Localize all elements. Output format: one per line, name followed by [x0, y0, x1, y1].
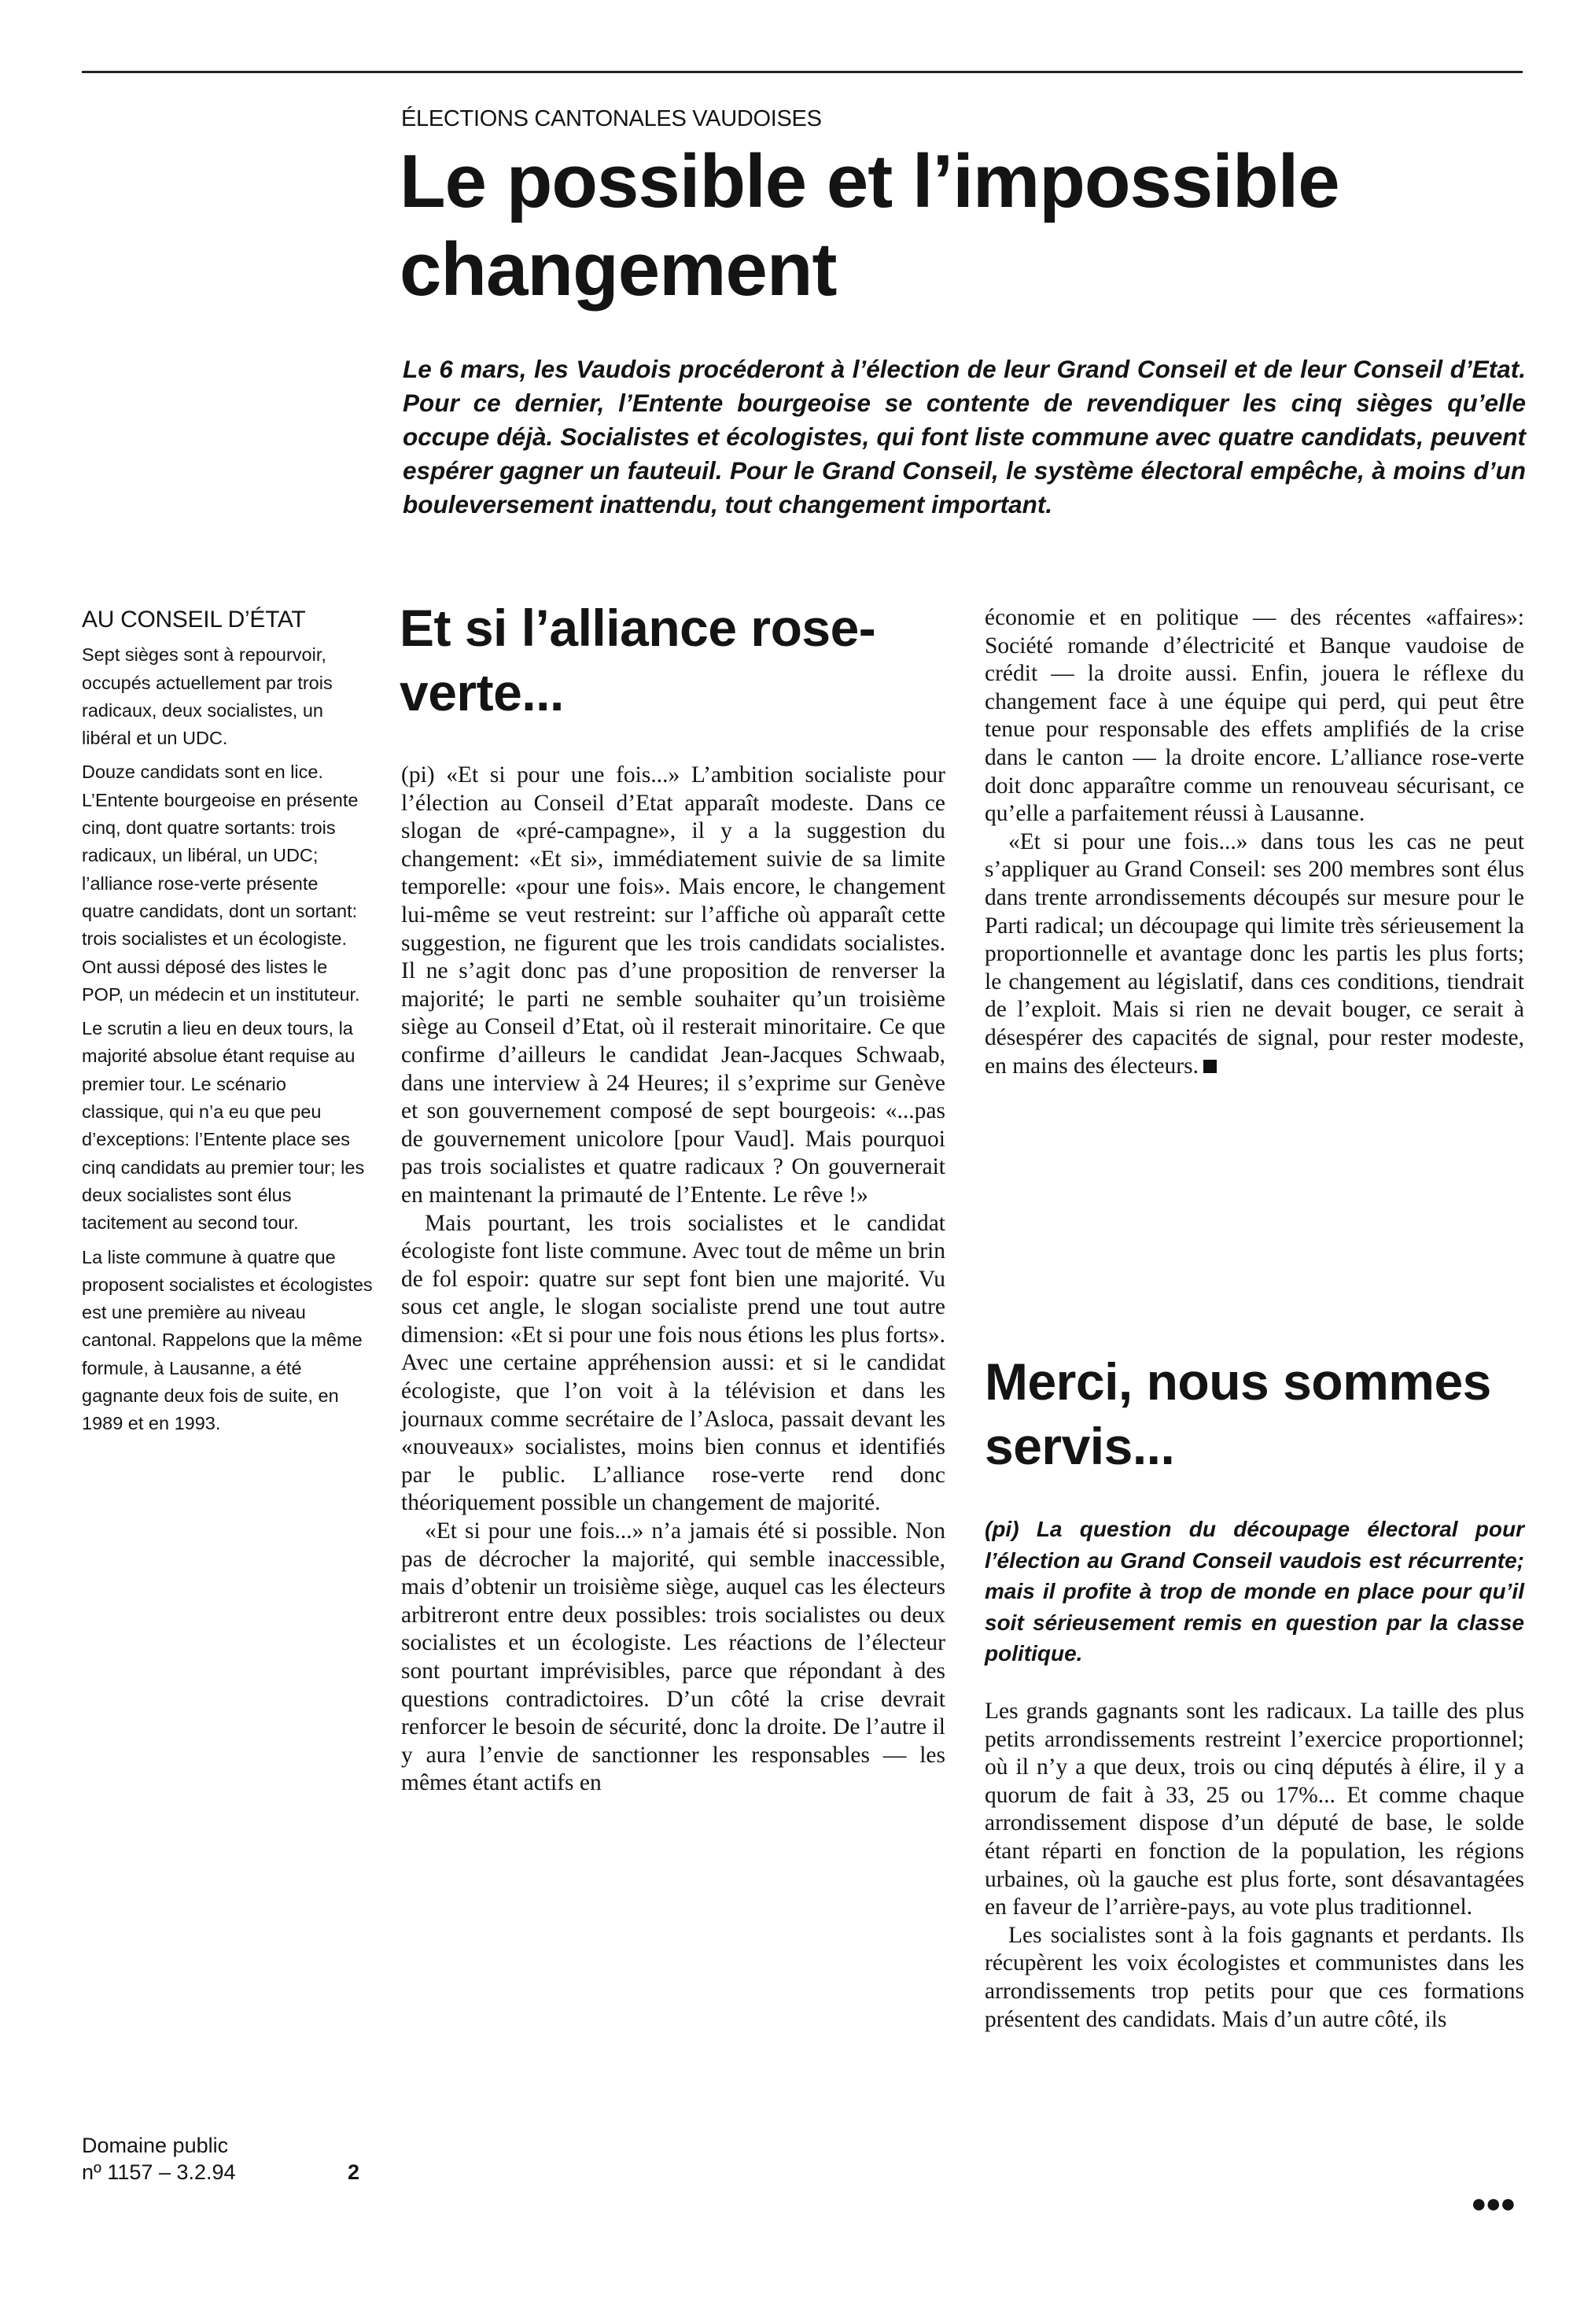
article2-lead: (pi) La question du découpage électoral pour l’élection au Grand Conseil vaudois est récurrente; mais il profite à trop de monde en place pour qu’il soit sérieusement remis en question par la classe politique. — [985, 1517, 1524, 1666]
article2-column — [985, 1698, 1524, 2034]
article2-paragraph: Les grands gagnants sont les radicaux. La taille des plus petits arrondissements restreint l’exercice proportionnel; où il n’y a que deux, trois ou cinq députés à élire, il y a quorum de fait à 33, 25 ou 17%... Et comme chaque arrondissement dispose d’un député de base, le solde étant réparti en fonction de la population, les régions urbaines, où la gauche est plus forte, sont désavantagées en faveur de l’arrière-pays, au vote plus traditionnel. — [985, 1699, 1524, 1920]
end-of-article-mark — [1203, 1060, 1217, 1073]
article1-column-2 — [985, 604, 1524, 1080]
sidebar-heading: AU CONSEIL D’ÉTAT — [82, 607, 306, 633]
sidebar-conseil-etat — [82, 606, 373, 1444]
sidebar-paragraph: La liste commune à quatre que proposent socialistes et écologistes est une première au niveau cantonal. Rappelons que la même formule, à Lausanne, a été gagnante deux fois de suite, en 1989 et en 1993. — [82, 1246, 373, 1434]
article-lead: Le 6 mars, les Vaudois procéderont à l’élection de leur Grand Conseil et de leur Conseil d’Etat. Pour ce dernier, l’Entente bourgeoise se contente de revendiquer les cinq sièges qu’elle occupe déjà. Socialistes et écologistes, qui font liste commune avec quatre candidats, peuvent espérer gagner un fauteuil. Pour le Grand Conseil, le système électoral empêche, à moins d’un bouleversement inattendu, tout changement important. — [403, 355, 1526, 518]
sidebar-paragraph: Douze candidats sont en lice. L’Entente bourgeoise en présente cinq, dont quatre sortants: trois radicaux, un libéral, un UDC; l’alliance rose-verte présente quatre candidats, dont un sortant: trois socialistes et un écologiste. Ont aussi déposé des listes le POP, un médecin et un instituteur. — [82, 762, 360, 1005]
article1-heading: Et si l’alliance rose-verte... — [400, 599, 876, 721]
article1-last-text: «Et si pour une fois...» dans tous les cas ne peut s’appliquer au Grand Conseil: ses 200 membres sont élus dans trente arrondissements découpés sur mesure pour le Parti radical; un découpage qui limite très sérieusement la proportionnelle et avantage donc les partis les plus forts; le changement au législatif, dans ces conditions, tiendrait de l’exploit. Mais si rien ne devait bouger, ce serait à désespérer des capacités de signal, pour rester modeste, en mains des électeurs. — [985, 828, 1524, 1079]
sidebar-paragraph: Le scrutin a lieu en deux tours, la majorité absolue étant requise au premier tour. Le scénario classique, qui n’a eu que peu d’exceptions: l’Entente place ses cinq candidats au premier tour; les deux socialistes sont élus tacitement au second tour. — [82, 1018, 365, 1234]
page-title: Le possible et l’impossible changement — [400, 139, 1339, 312]
page-number: 2 — [348, 2160, 360, 2184]
issue-number: nº 1157 – 3.2.94 — [82, 2160, 236, 2184]
sidebar-paragraph: Sept sièges sont à repourvoir, occupés actuellement par trois radicaux, deux socialistes, un libéral et un UDC. — [82, 644, 333, 749]
top-rule — [82, 71, 1523, 73]
article1-paragraph — [985, 828, 1524, 1080]
article1-column-1 — [401, 762, 945, 1798]
article1-paragraph: (pi) «Et si pour une fois...» L’ambition socialiste pour l’élection au Conseil d’Etat apparaît modeste. Dans ce slogan de «pré-campagne», il y a la suggestion du changement: «Et si», immédiatement suivie de sa limite temporelle: «pour une fois». Mais encore, le changement lui-même se veut restreint: sur l’affiche où apparaît cette suggestion, ne figurent que les trois candidats socialistes. Il ne s’agit donc pas d’une proposition de renverser la majorité; le parti ne semble souhaiter qu’un troisième siège au Conseil d’Etat, où il resterait minoritaire. Ce que confirme d’ailleurs le candidat Jean-Jacques Schwaab, dans une interview à 24 Heures; il s’exprime sur Genève et son gouvernement composé de sept bourgeois: «...pas de gouvernement unicolore [pour Vaud]. Mais pourquoi pas trois socialistes et quatre radicaux ? On gouvernerait en maintenant la primauté de l’Entente. Le rêve !» — [401, 762, 945, 1208]
section-kicker: ÉLECTIONS CANTONALES VAUDOISES — [401, 106, 822, 131]
article2-heading: Merci, nous sommes servis... — [985, 1352, 1491, 1475]
continued-marker: ●●● — [1471, 2189, 1515, 2219]
publication-name: Domaine public — [82, 2134, 229, 2157]
article1-paragraph: Mais pourtant, les trois socialistes et le candidat écologiste font liste commune. Avec tout de même un brin de fol espoir: quatre sur sept font bien une majorité. Vu sous cet angle, le slogan socialiste prend une tout autre dimension: «Et si pour une fois nous étions les plus forts». Avec une certaine appréhension aussi: et si le candidat écologiste, que l’on voit à la télévision et dans les journaux comme secrétaire de l’Asloca, passait devant les «nouveaux» socialistes, moins bien connus et identifiés par le public. L’alliance rose-verte rend donc théoriquement possible un changement de majorité. — [401, 1210, 945, 1516]
article2-paragraph: Les socialistes sont à la fois gagnants et perdants. Ils récupèrent les voix écologistes et communistes dans les arrondissements trop petits pour que ces formations présentent des candidats. Mais d’un autre côté, ils — [985, 1922, 1524, 2032]
article1-paragraph: économie et en politique — des récentes «affaires»: Société romande d’électricité et Banque vaudoise de crédit — la droite aussi. Enfin, jouera le réflexe du changement face à une équipe qui perd, qui peut être tenue pour responsable des effets amplifiés de la crise dans le canton — la droite encore. L’alliance rose-verte doit donc apparaître comme un renouveau sécurisant, ce qu’elle a parfaitement réussi à Lausanne. — [985, 605, 1524, 827]
page-footer — [82, 2132, 373, 2186]
article1-paragraph: «Et si pour une fois...» n’a jamais été si possible. Non pas de décrocher la majorité, qui semble inaccessible, mais d’obtenir un troisième siège, auquel cas les électeurs arbitreront entre deux possibles: trois socialistes ou deux socialistes et un écologiste. Les réactions de l’électeur sont pourtant imprévisibles, parce que répondant à des questions contradictoires. D’un côté la crise devrait renforcer le besoin de sécurité, donc la droite. De l’autre il y aura l’envie de sanctionner les responsables — les mêmes étant actifs en — [401, 1518, 945, 1796]
